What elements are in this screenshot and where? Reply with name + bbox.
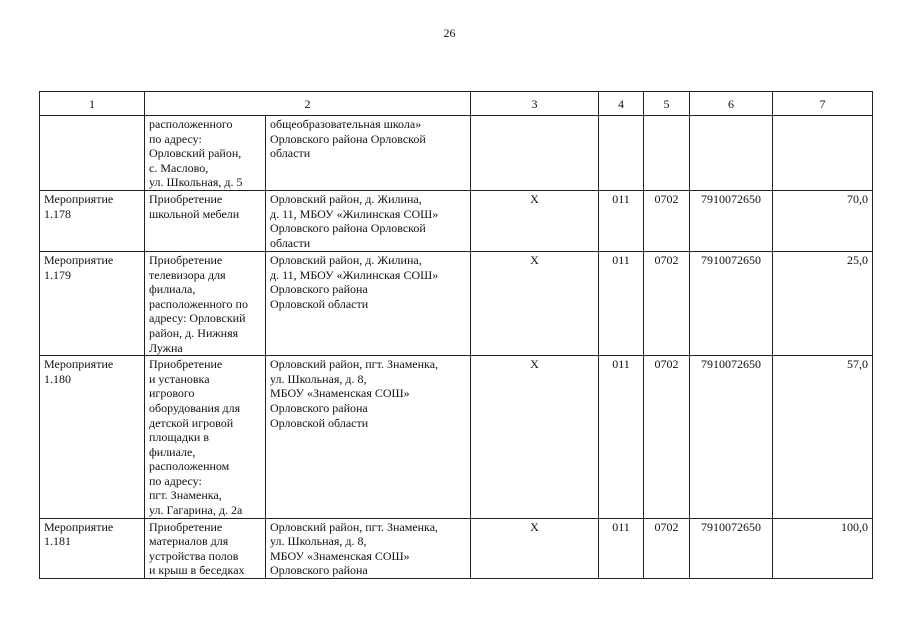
col7-cell: 25,0 [773,251,873,355]
table-row [40,356,873,519]
col6-cell: 7910072650 [690,190,773,251]
event-id-cell: Мероприятие 1.180 [40,356,145,519]
table-row [40,190,873,251]
col4-cell [599,116,644,191]
event-name-cell: расположенного по адресу: Орловский район, с. Маслово, ул. Школьная, д. 5 [145,116,266,191]
page-number: 26 [443,26,456,40]
header-col-3: 3 [471,92,599,116]
event-id-cell [40,116,145,191]
header-col-5: 5 [644,92,690,116]
budget-table [39,91,873,579]
table-row [40,251,873,355]
table-row [40,116,873,191]
table-row [40,518,873,578]
col7-cell: 100,0 [773,518,873,578]
event-location-cell: Орловский район, пгт. Знаменка, ул. Школьная, д. 8, МБОУ «Знаменская СОШ» Орловского района Орловской области [266,356,471,519]
event-name-cell: Приобретение телевизора для филиала, расположенного по адресу: Орловский район, д. Нижняя Лужна [145,251,266,355]
col5-cell [644,116,690,191]
event-name-cell: Приобретение и установка игрового оборудования для детской игровой площадки в филиале, расположенном по адресу: пгт. Знаменка, ул. Гагарина, д. 2а [145,356,266,519]
event-name-cell: Приобретение школьной мебели [145,190,266,251]
col3-cell [471,116,599,191]
col6-cell: 7910072650 [690,251,773,355]
col3-cell: X [471,190,599,251]
header-col-6: 6 [690,92,773,116]
header-col-1: 1 [40,92,145,116]
header-row [40,92,873,116]
col6-cell: 7910072650 [690,356,773,519]
col4-cell: 011 [599,251,644,355]
event-location-cell: Орловский район, д. Жилина, д. 11, МБОУ «Жилинская СОШ» Орловского района Орловской области [266,251,471,355]
event-id-cell: Мероприятие 1.181 [40,518,145,578]
col5-cell: 0702 [644,356,690,519]
col5-cell: 0702 [644,518,690,578]
col5-cell: 0702 [644,190,690,251]
col7-cell: 70,0 [773,190,873,251]
col3-cell: X [471,251,599,355]
col5-cell: 0702 [644,251,690,355]
col3-cell: X [471,518,599,578]
event-location-cell: Орловский район, д. Жилина, д. 11, МБОУ «Жилинская СОШ» Орловского района Орловской области [266,190,471,251]
event-name-cell: Приобретение материалов для устройства полов и крыш в беседках [145,518,266,578]
col6-cell: 7910072650 [690,518,773,578]
header-col-2: 2 [145,92,471,116]
event-id-cell: Мероприятие 1.178 [40,190,145,251]
col7-cell [773,116,873,191]
event-location-cell: Орловский район, пгт. Знаменка, ул. Школьная, д. 8, МБОУ «Знаменская СОШ» Орловского района [266,518,471,578]
event-id-cell: Мероприятие 1.179 [40,251,145,355]
col4-cell: 011 [599,518,644,578]
col3-cell: X [471,356,599,519]
col6-cell [690,116,773,191]
event-location-cell: общеобразовательная школа» Орловского района Орловской области [266,116,471,191]
col4-cell: 011 [599,190,644,251]
header-col-7: 7 [773,92,873,116]
col7-cell: 57,0 [773,356,873,519]
col4-cell: 011 [599,356,644,519]
header-col-4: 4 [599,92,644,116]
